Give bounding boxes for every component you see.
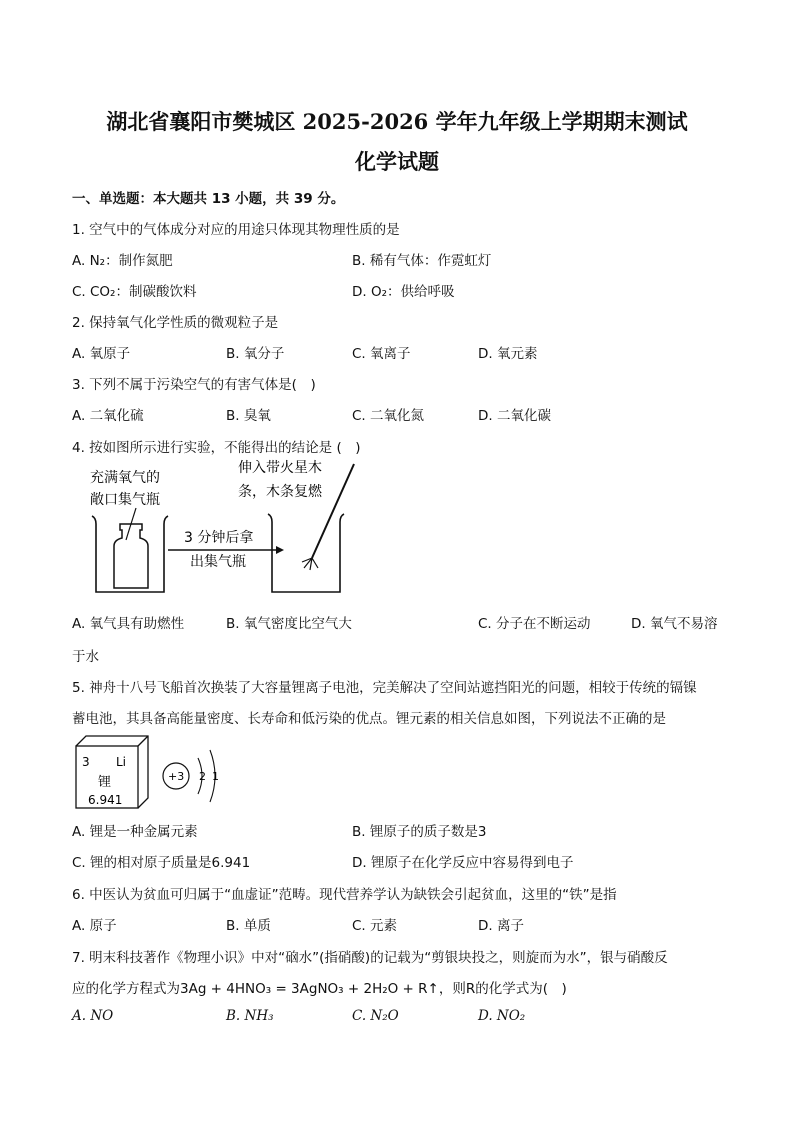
question-2-option-d: D. 氧元素 [478, 346, 538, 362]
arrow-label-bottom: 出集气瓶 [190, 554, 246, 570]
question-2-option-b: B. 氧分子 [226, 346, 285, 362]
question-3-option-a: A. 二氧化硫 [72, 408, 144, 424]
question-1-option-b: B. 稀有气体：作霓虹灯 [352, 253, 492, 269]
question-5-option-b: B. 锂原子的质子数是3 [352, 824, 487, 840]
question-1-option-d: D. O₂：供给呼吸 [352, 284, 455, 300]
figure-label-left-2: 敞口集气瓶 [90, 492, 160, 508]
question-4-stem: 4. 按如图所示进行实验，不能得出的结论是 ( ) [72, 440, 361, 456]
wooden-splint [312, 464, 354, 558]
question-6-option-c: C. 元素 [352, 918, 398, 934]
question-6-option-a: A. 原子 [72, 918, 117, 934]
question-7-stem-line-2: 应的化学方程式为3Ag + 4HNO₃ = 3AgNO₃ + 2H₂O + R↑，则R的化学式为( ) [72, 981, 567, 997]
atomic-number: 3 [82, 755, 90, 769]
question-5-option-c: C. 锂的相对原子质量是6.941 [72, 855, 251, 871]
question-2-stem: 2. 保持氧气化学性质的微观粒子是 [72, 315, 279, 331]
question-3-option-c: C. 二氧化氮 [352, 408, 425, 424]
exam-title: 湖北省襄阳市樊城区 2025-2026 学年九年级上学期期末测试 [106, 109, 688, 134]
nucleus-charge: +3 [168, 770, 185, 783]
question-3-stem: 3. 下列不属于污染空气的有害气体是( ) [72, 377, 316, 393]
figure-label-right-1: 伸入带火星木 [238, 460, 322, 476]
question-5-option-d: D. 锂原子在化学反应中容易得到电子 [352, 855, 574, 871]
gas-collecting-bottle [114, 524, 148, 588]
question-6-option-d: D. 离子 [478, 918, 524, 934]
question-5-stem-line-1: 5. 神舟十八号飞船首次换装了大容量锂离子电池，完美解决了空间站遮挡阳光的问题，相较于传统的镉镍 [72, 680, 697, 696]
question-7-option-d: D. NO₂ [478, 1008, 526, 1024]
shell-1-electrons: 2 [199, 770, 206, 783]
question-4-option-b: B. 氧气密度比空气大 [226, 616, 352, 632]
question-1-stem: 1. 空气中的气体成分对应的用途只体现其物理性质的是 [72, 222, 400, 238]
splint-flame-icon [302, 558, 318, 570]
atomic-mass: 6.941 [88, 793, 123, 807]
question-2-option-c: C. 氧离子 [352, 346, 411, 362]
figure-label-left-1: 充满氧气的 [90, 470, 160, 486]
question-5-stem-line-2: 蓄电池，其具备高能量密度、长寿命和低污染的优点。锂元素的相关信息如图，下列说法不正确的是 [72, 711, 666, 727]
question-5-option-a: A. 锂是一种金属元素 [72, 824, 198, 840]
exam-subtitle: 化学试题 [355, 149, 439, 174]
question-4-option-d: D. 氧气不易溶 [631, 616, 718, 632]
question-4-option-c: C. 分子在不断运动 [478, 616, 591, 632]
question-7-option-c: C. N₂O [352, 1008, 399, 1024]
question-6-stem: 6. 中医认为贫血可归属于“血虚证”范畴。现代营养学认为缺铁会引起贫血，这里的“铁”是指 [72, 887, 617, 903]
question-3-option-b: B. 臭氧 [226, 408, 271, 424]
question-6-option-b: B. 单质 [226, 918, 271, 934]
question-3-option-d: D. 二氧化碳 [478, 408, 551, 424]
lithium-element-figure [72, 734, 232, 814]
right-beaker [268, 514, 344, 592]
question-1-option-a: A. N₂：制作氮肥 [72, 253, 173, 269]
question-7-option-a: A. NO [72, 1008, 114, 1024]
arrow-head [276, 546, 284, 554]
figure-label-right-2: 条，木条复燃 [238, 484, 322, 500]
arrow-label-top: 3 分钟后拿 [184, 530, 254, 546]
question-4-option-d-continuation: 于水 [72, 649, 99, 665]
question-4-option-a: A. 氧气具有助燃性 [72, 616, 185, 632]
oxygen-experiment-figure [72, 458, 372, 606]
question-2-option-a: A. 氧原子 [72, 346, 131, 362]
question-7-stem-line-1: 7. 明末科技著作《物理小识》中对“硇水”(指硝酸)的记载为“剪银块投之，则旋而为水”，银与硝酸反 [72, 950, 668, 966]
question-1-option-c: C. CO₂：制碳酸饮料 [72, 284, 197, 300]
shell-2-electrons: 1 [212, 770, 219, 783]
question-7-option-b: B. NH₃ [226, 1008, 274, 1024]
section-heading: 一、单选题：本大题共 13 小题，共 39 分。 [72, 191, 345, 207]
element-name: 锂 [98, 775, 112, 790]
element-symbol: Li [116, 755, 127, 769]
